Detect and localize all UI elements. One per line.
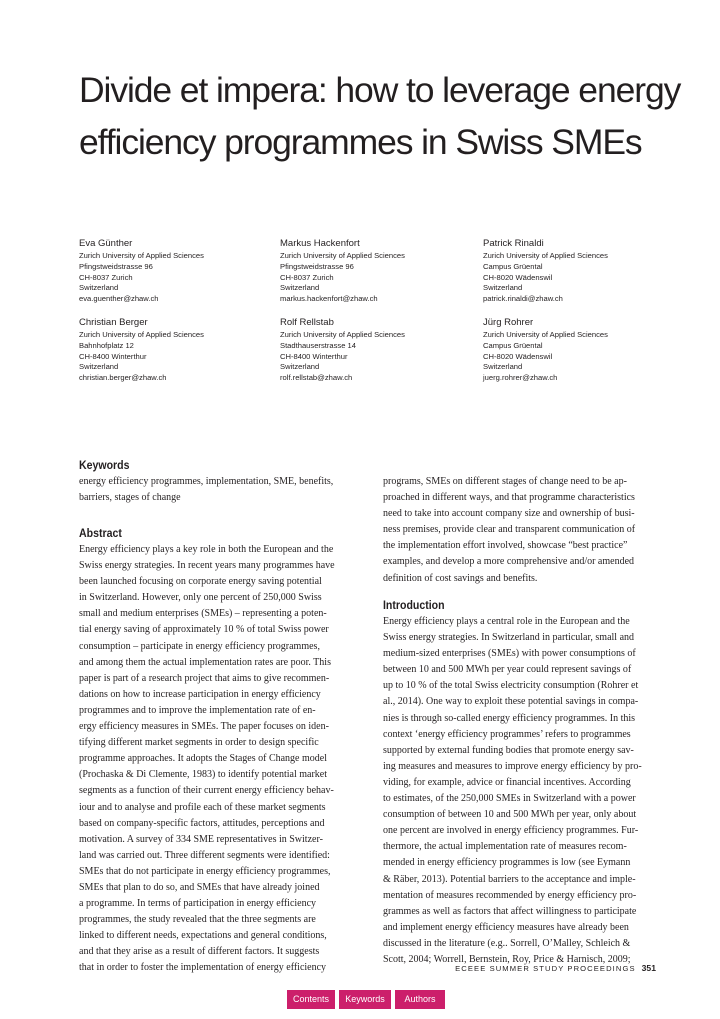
text-line: consumption of between 10 and 500 MWh per year, only about	[383, 809, 637, 821]
author-city: CH-8020 Wädenswil	[483, 272, 553, 282]
text-line: proached in different ways, and that programme characteristics	[383, 492, 635, 504]
text-line: iour and to analyse and profile each of these market segments	[79, 801, 326, 813]
text-line: programs, SMEs on different stages of change need to be ap-	[383, 476, 627, 487]
page-number: 351	[641, 963, 656, 973]
text-line: land was carried out. Three different segments were identified:	[79, 849, 330, 861]
author-email: rolf.rellstab@zhaw.ch	[280, 373, 353, 383]
title-line-1: Divide et impera: how to leverage energy	[79, 70, 681, 110]
keywords-heading: Keywords	[79, 458, 130, 472]
author-country: Switzerland	[483, 283, 523, 293]
author-affiliation: Zurich University of Applied Sciences	[483, 251, 608, 260]
author-email: markus.hackenfort@zhaw.ch	[280, 294, 378, 304]
author-email: patrick.rinaldi@zhaw.ch	[483, 294, 563, 304]
text-line: Energy efficiency plays a key role in both the European and the	[79, 544, 334, 555]
text-line: need to take into account company size and ownership of busi-	[383, 508, 635, 520]
abstract-continuation	[383, 474, 635, 587]
author-name: Christian Berger	[79, 317, 148, 328]
author-block	[79, 317, 279, 384]
text-line: supported by external funding bodies that promote energy sav-	[383, 744, 634, 756]
text-line: in Switzerland. However, only one percent of 250,000 Swiss	[79, 592, 322, 604]
author-block	[483, 317, 683, 384]
author-affiliation: Zurich University of Applied Sciences	[280, 330, 405, 339]
keywords-button[interactable]: Keywords	[339, 990, 391, 1009]
text-line: medium-sized enterprises (SMEs) with power consumptions of	[383, 648, 636, 660]
author-block	[280, 317, 480, 384]
author-affiliation: Zurich University of Applied Sciences	[79, 330, 204, 339]
text-line: barriers, stages of change	[79, 492, 181, 504]
author-street: Bahnhofplatz 12	[79, 340, 134, 350]
author-email: juerg.rohrer@zhaw.ch	[483, 373, 558, 383]
author-name: Eva Günther	[79, 238, 133, 249]
text-line: Scott, 2004; Worrell, Bernstein, Roy, Price & Harnisch, 2009;	[383, 953, 631, 965]
text-line: tifying different market segments in order to design specific	[79, 737, 319, 749]
author-block	[280, 238, 480, 305]
author-block	[79, 238, 279, 305]
author-country: Switzerland	[280, 283, 320, 293]
text-line: ergy efficiency measures in SMEs. The paper focuses on iden-	[79, 721, 329, 733]
author-name: Markus Hackenfort	[280, 238, 360, 249]
keywords-text	[79, 474, 333, 506]
text-line: that in order to foster the implementation of energy efficiency	[79, 962, 327, 974]
authors-button[interactable]: Authors	[395, 990, 445, 1009]
author-street: Pfingstweidstrasse 96	[280, 261, 354, 271]
text-line: programme approaches. It adopts the Stages of Change model	[79, 753, 327, 765]
author-country: Switzerland	[483, 362, 523, 372]
introduction-heading: Introduction	[383, 598, 445, 612]
text-line: programmes and to improve the implementation rate of en-	[79, 704, 316, 716]
text-line: up to 10 % of the total Swiss electricity consumption (Rohrer et	[383, 680, 639, 692]
text-line: to estimates, of the 250,000 SMEs in Switzerland with a power	[383, 793, 636, 805]
text-line: SMEs that do not participate in energy efficiency programmes,	[79, 865, 331, 877]
text-line: between 10 and 500 MWh per year could represent savings of	[383, 664, 632, 676]
text-line: discussed in the literature (e.g.. Sorrell, O’Malley, Schleich &	[383, 937, 631, 949]
text-line: grammes as well as factors that affect willingness to participate	[383, 905, 637, 917]
author-city: CH-8020 Wädenswil	[483, 351, 553, 361]
introduction-text	[383, 614, 642, 968]
text-line: linked to different needs, expectations and general conditions,	[79, 930, 327, 942]
author-name: Rolf Rellstab	[280, 317, 334, 328]
text-line: ing measures and measures to improve energy efficiency by pro-	[383, 760, 642, 772]
text-line: and that they arise as a result of different factors. It suggests	[79, 946, 320, 958]
author-block	[483, 238, 683, 305]
text-line: context ‘energy efficiency programmes’ refers to programmes	[383, 728, 631, 740]
text-line: examples, and develop a more comprehensive and/or amended	[383, 556, 635, 568]
abstract-text	[79, 542, 335, 977]
author-affiliation: Zurich University of Applied Sciences	[280, 251, 405, 260]
author-country: Switzerland	[280, 362, 320, 372]
text-line: motivation. A survey of 334 SME representatives in Switzer-	[79, 833, 323, 845]
author-street: Campus Grüental	[483, 340, 543, 350]
author-city: CH-8400 Winterthur	[79, 351, 147, 361]
text-line: Swiss energy strategies. In Switzerland in particular, small and	[383, 632, 635, 644]
text-line: paper is part of a research project that aims to give recommen-	[79, 672, 330, 684]
text-line: definition of cost savings and benefits.	[383, 572, 538, 584]
text-line: nies is through so-called energy efficiency programmes. In this	[383, 712, 636, 724]
paper-title	[79, 64, 679, 168]
text-line: tial energy saving of approximately 10 % of total Swiss power	[79, 624, 329, 636]
text-line: (Prochaska & Di Clemente, 1983) to identify potential market	[79, 769, 327, 781]
text-line: Swiss energy strategies. In recent years many programmes have	[79, 560, 335, 572]
text-line: Energy efficiency plays a central role in the European and the	[383, 616, 630, 627]
title-line-2: efficiency programmes in Swiss SMEs	[79, 122, 642, 162]
text-line: thermore, the actual implementation rate of measures recom-	[383, 841, 627, 853]
text-line: mended in energy efficiency programmes is low (see Eymann	[383, 857, 631, 869]
text-line: small and medium enterprises (SMEs) – representing a poten-	[79, 608, 327, 620]
author-country: Switzerland	[79, 362, 119, 372]
text-line: been launched focusing on corporate energy saving potential	[79, 576, 322, 588]
nav-bar	[287, 990, 445, 1009]
text-line: and among them the actual implementation rates are poor. This	[79, 656, 331, 668]
author-affiliation: Zurich University of Applied Sciences	[79, 251, 204, 260]
contents-button[interactable]: Contents	[287, 990, 335, 1009]
text-line: SMEs that plan to do so, and SMEs that have already joined	[79, 881, 320, 893]
author-city: CH-8400 Winterthur	[280, 351, 348, 361]
author-street: Pfingstweidstrasse 96	[79, 261, 153, 271]
text-line: viding, for example, advice or financial incentives. According	[383, 776, 631, 788]
author-affiliation: Zurich University of Applied Sciences	[483, 330, 608, 339]
text-line: and implement energy efficiency measures have already been	[383, 921, 629, 933]
author-country: Switzerland	[79, 283, 119, 293]
author-city: CH-8037 Zurich	[280, 272, 334, 282]
text-line: mentation of measures recommended by energy efficiency pro-	[383, 889, 637, 901]
text-line: programmes, the study revealed that the three segments are	[79, 914, 316, 926]
abstract-heading: Abstract	[79, 526, 122, 540]
text-line: based on company-specific factors, attitudes, perceptions and	[79, 817, 325, 829]
author-city: CH-8037 Zurich	[79, 272, 133, 282]
text-line: energy efficiency programmes, implementation, SME, benefits,	[79, 476, 334, 487]
author-street: Campus Grüental	[483, 261, 543, 271]
author-name: Jürg Rohrer	[483, 317, 534, 328]
text-line: one percent are involved in energy efficiency programmes. Fur-	[383, 825, 639, 837]
proceedings-label: ECEEE SUMMER STUDY PROCEEDINGS	[455, 964, 636, 973]
author-email: eva.guenther@zhaw.ch	[79, 294, 159, 304]
text-line: segments as a function of their current energy efficiency behav-	[79, 785, 334, 797]
author-name: Patrick Rinaldi	[483, 238, 544, 249]
text-line: dations on how to increase participation in energy efficiency	[79, 688, 321, 700]
text-line: & Räber, 2013). Potential barriers to the acceptance and imple-	[383, 873, 636, 885]
author-street: Stadthauserstrasse 14	[280, 340, 356, 350]
text-line: a programme. In terms of participation in energy efficiency	[79, 898, 317, 910]
author-email: christian.berger@zhaw.ch	[79, 373, 167, 383]
text-line: consumption – participate in energy efficiency programmes,	[79, 640, 320, 652]
text-line: al., 2014). One way to exploit these potential savings in compa-	[383, 696, 639, 708]
page-footer	[400, 963, 656, 973]
text-line: the implementation effort involved, showcase “best practice”	[383, 540, 628, 552]
text-line: ness premises, provide clear and transparent communication of	[383, 524, 636, 536]
